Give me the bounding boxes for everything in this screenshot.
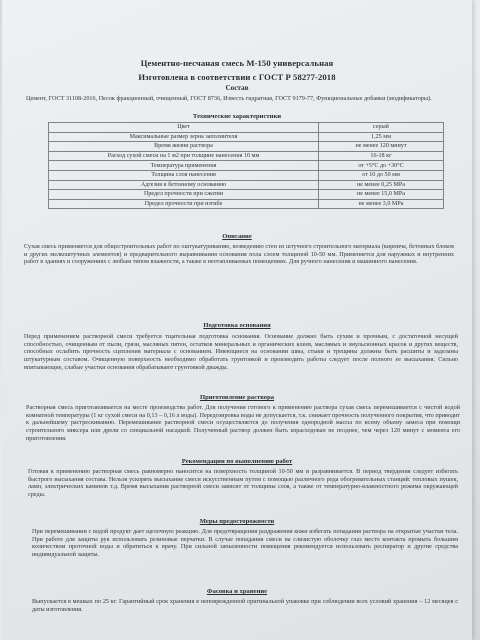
spec-value: не менее 15,0 MPa <box>319 190 444 200</box>
description-heading: Описание <box>222 233 252 240</box>
mixing-heading: Приготовление раствора <box>199 394 275 401</box>
product-title: Цементно-песчаная смесь М-150 универсальная <box>140 58 334 68</box>
spec-name: Толщина слоя нанесения <box>49 170 319 180</box>
safety-text: При перемешивании с водой продукт дает щелочную реакцию. Для предотвращения раздражения кожи избегать попадания раствора на открытые участки тела. При работе для защиты рук использовать резиновые перчатки. В случае попадания смеси на слизистую оболочку глаз место контакта промыть большим количеством проточной воды и обратиться к врачу. При сильной запыленности помещения рекомендуется использовать респиратор и другие средства индивидуальной защиты. <box>32 528 458 559</box>
spec-name: Температура применения <box>49 161 319 171</box>
spec-value: 1,25 мм <box>319 132 444 142</box>
specs-row <box>49 161 444 171</box>
specs-row <box>49 123 444 133</box>
specs-row <box>49 132 444 142</box>
specs-row <box>49 170 444 180</box>
recommendations-text: Готовая к применению растворная смесь равномерно наносится на поверхность толщиной 10-50 мм и разравнивается. В период твердения следует избегать быстрого высыхания состава. Нельзя ускорять высыхание смеси искусственным путем с помощью различного рода обогревательных станций: тепловых пушек, ламп, электрических каминов т.д. Время высыхания растворной смеси зависит от толщины слоя, а также от температурно-влажностного режима окружающей среды. <box>28 468 458 499</box>
spec-name: Время жизни раствора <box>49 142 319 152</box>
spec-name: Максимальные размер зерна заполнителя <box>49 132 319 142</box>
spec-value: 16-18 кг <box>319 151 444 161</box>
specs-row <box>49 190 444 200</box>
specs-row <box>49 151 444 161</box>
specs-heading: Технические характеристики <box>192 113 282 120</box>
spec-value: от 10 до 50 мм <box>319 170 444 180</box>
specs-row <box>49 199 444 209</box>
document-sheet <box>2 0 472 640</box>
specs-table <box>48 122 444 209</box>
packaging-heading: Фасовка и хранение <box>206 588 268 595</box>
spec-name: Предел прочности при сжатии <box>49 190 319 200</box>
spec-name: Адгезия к бетонному основанию <box>49 180 319 190</box>
mixing-text: Растворная смесь приготавливается на месте производства работ. Для получения готового к применению раствора сухая смесь перемешивается с чистой водой комнатной температуры (1 кг сухой смеси на 0,13 – 0,16 л воды). Передозировка воды не допускается, т.к. снижает прочность полученного покрытия, что приводит к дальнейшему растрескиванию. Перемешивание растворной смеси осуществляется до получения однородной массы по всему объему замеса при помощи строительного миксера или дрели со специальной насадкой. Полученный раствор должен быть израсходован не позднее, чем через 120 минут с момента его приготовления. <box>26 404 460 442</box>
safety-heading: Меры предосторожности <box>199 518 275 525</box>
spec-value: не менее 0,25 MPa <box>319 180 444 190</box>
composition-text: Цемент, ГОСТ 31108-2016, Песок фракционный, очищенный, ГОСТ 8736, Известь гидратная, ГОСТ 9179-77, Функциональные добавки (модификаторы). <box>26 95 432 102</box>
composition-heading: Состав <box>225 84 249 92</box>
spec-value: от +5°С до +30°С <box>319 161 444 171</box>
standard-title: Изготовлена в соответствии с ГОСТ Р 58277-2018 <box>138 72 336 82</box>
spec-value: серый <box>319 123 444 133</box>
spec-name: Цвет <box>49 123 319 133</box>
preparation-text: Перед применением растворной смеси требуется тщательная подготовка основания. Основание должно быть сухим и прочным, с достаточной несущей способностью, очищенным от пыли, грязи, масляных пятен, остатков минеральных и органических клеев, масляных и эмульсионных красок и других веществ, способных ослабить прочность сцепления материала с основанием. Имеющиеся на основании швы, стыки и трещины должны быть расшиты и заделаны штукатурным составом. Очищенную поверхность необходимо обработать грунтовкой и производить работы следует после полного ее высыхания. Сильно впитывающие, слабые участки основания обрабатывают грунтовкой дважды. <box>24 333 458 371</box>
recommendations-heading: Рекомендации по выполнению работ <box>181 458 293 465</box>
spec-name: Расход сухой смеси на 1 м2 при толщине нанесения 10 мм <box>49 151 319 161</box>
preparation-heading: Подготовка основания <box>203 322 271 329</box>
specs-row <box>49 180 444 190</box>
spec-value: не менее 120 минут <box>319 142 444 152</box>
specs-row <box>49 142 444 152</box>
description-text: Сухая смесь применяется для общестроительных работ по оштукатуриванию, возведению стен из штучного строительного материала (кирпича, бетонных блоков и других мелкоштучных элементов) и предварительного выравнивания основания пола слоем толщиной 10-50 мм. Применяется для наружных и внутренних работ в зданиях и сооружениях с любым типом влажности, а также в неотапливаемых помещениях. Для ручного нанесения и машинного нанесения. <box>24 243 454 266</box>
spec-value: не менее 3,0 MPa <box>319 199 444 209</box>
packaging-text: Выпускается в мешках по 25 кг. Гарантийный срок хранения в неповрежденной оригинальной упаковке при соблюдении всех условий хранения – 12 месяцев с даты изготовления. <box>32 598 458 613</box>
spec-name: Предел прочности при изгибе <box>49 199 319 209</box>
